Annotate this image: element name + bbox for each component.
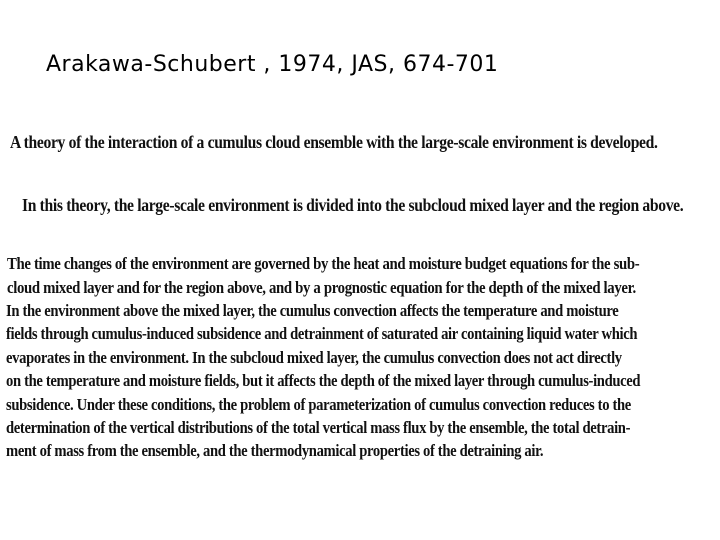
citation-title: Arakawa-Schubert , 1974, JAS, 674-701: [46, 52, 499, 77]
paragraph-line: ment of mass from the ensemble, and the thermodynamical properties of the detraining air.: [6, 441, 544, 461]
paragraph-line: The time changes of the environment are governed by the heat and moisture budget equations for the sub-: [7, 254, 640, 273]
abstract-paragraph-1: A theory of the interaction of a cumulus cloud ensemble with the large-scale environment is developed.: [10, 132, 658, 152]
paragraph-line: determination of the vertical distributions of the total vertical mass flux by the ensemble, the total detrain-: [6, 418, 631, 438]
paragraph-line: on the temperature and moisture fields, but it affects the depth of the mixed layer through cumulus-induced: [6, 371, 641, 391]
abstract-paragraph-2: In this theory, the large-scale environment is divided into the subcloud mixed layer and the region above.: [22, 195, 684, 215]
paragraph-line: evaporates in the environment. In the subcloud mixed layer, the cumulus convection does not act directly: [6, 347, 622, 367]
paragraph-line: fields through cumulus-induced subsidence and detrainment of saturated air containing liquid water which: [6, 324, 638, 344]
abstract-paragraph-3: [7, 252, 639, 300]
paragraph-line: cloud mixed layer and for the region above, and by a prognostic equation for the depth of the mixed layer.: [7, 278, 636, 297]
paragraph-line: subsidence. Under these conditions, the problem of parameterization of cumulus convection reduces to the: [6, 394, 631, 414]
paragraph-line: In the environment above the mixed layer, the cumulus convection affects the temperature and moisture: [6, 301, 619, 320]
abstract-paragraph-4: [6, 299, 640, 463]
